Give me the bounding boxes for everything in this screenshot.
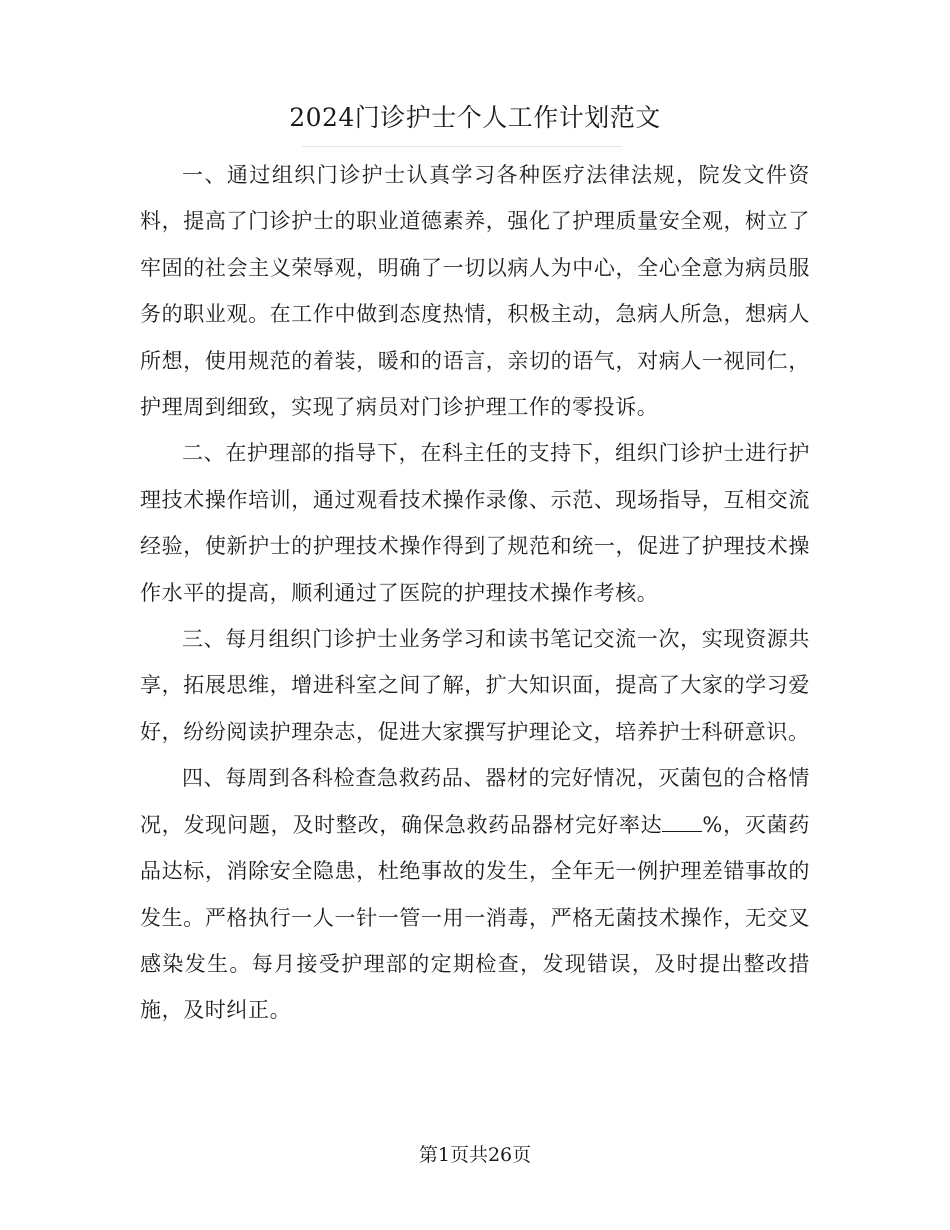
document-body xyxy=(140,152,810,1034)
fill-in-blank xyxy=(662,813,702,832)
paragraph-1: 一、通过组织门诊护士认真学习各种医疗法律法规，院发文件资料，提高了门诊护士的职业道德素养，强化了护理质量安全观，树立了牢固的社会主义荣辱观，明确了一切以病人为中心，全心全意为病员服务的职业观。在工作中做到态度热情，积极主动，急病人所急，想病人所想，使用规范的着装，暖和的语言，亲切的语气，对病人一视同仁，护理周到细致，实现了病员对门诊护理工作的零投诉。 xyxy=(140,163,810,420)
paragraph-3: 三、每月组织门诊护士业务学习和读书笔记交流一次，实现资源共享，拓展思维，增进科室之间了解，扩大知识面，提高了大家的学习爱好，纷纷阅读护理杂志，促进大家撰写护理论文，培养护士科研意识。 xyxy=(140,627,810,744)
paragraph-4-part-1: 四、每周到各科检查急救药品、器材的完好情况，灭菌包的合格情况，发现问题，及时整改，确保急救药品器材完好率达 xyxy=(140,766,810,837)
paragraph-4 xyxy=(140,755,810,1033)
title-divider xyxy=(302,146,622,147)
document-title: 2024门诊护士个人工作计划范文 xyxy=(289,103,661,132)
page-indicator: 第1页共26页 xyxy=(418,1144,532,1166)
paragraph-4-part-2: ，灭菌药品达标，消除安全隐患，杜绝事故的发生，全年无一例护理差错事故的发生。严格执行一人一针一管一用一消毒，严格无菌技术操作，无交叉感染发生。每月接受护理部的定期检查，发现错误，及时提出整改措施，及时纠正。 xyxy=(140,812,810,1023)
paragraph-2: 二、在护理部的指导下，在科主任的支持下，组织门诊护士进行护理技术操作培训，通过观看技术操作录像、示范、现场指导，互相交流经验，使新护士的护理技术操作得到了规范和统一，促进了护理技术操作水平的提高，顺利通过了医院的护理技术操作考核。 xyxy=(140,441,810,605)
percent-unit: % xyxy=(702,812,723,837)
